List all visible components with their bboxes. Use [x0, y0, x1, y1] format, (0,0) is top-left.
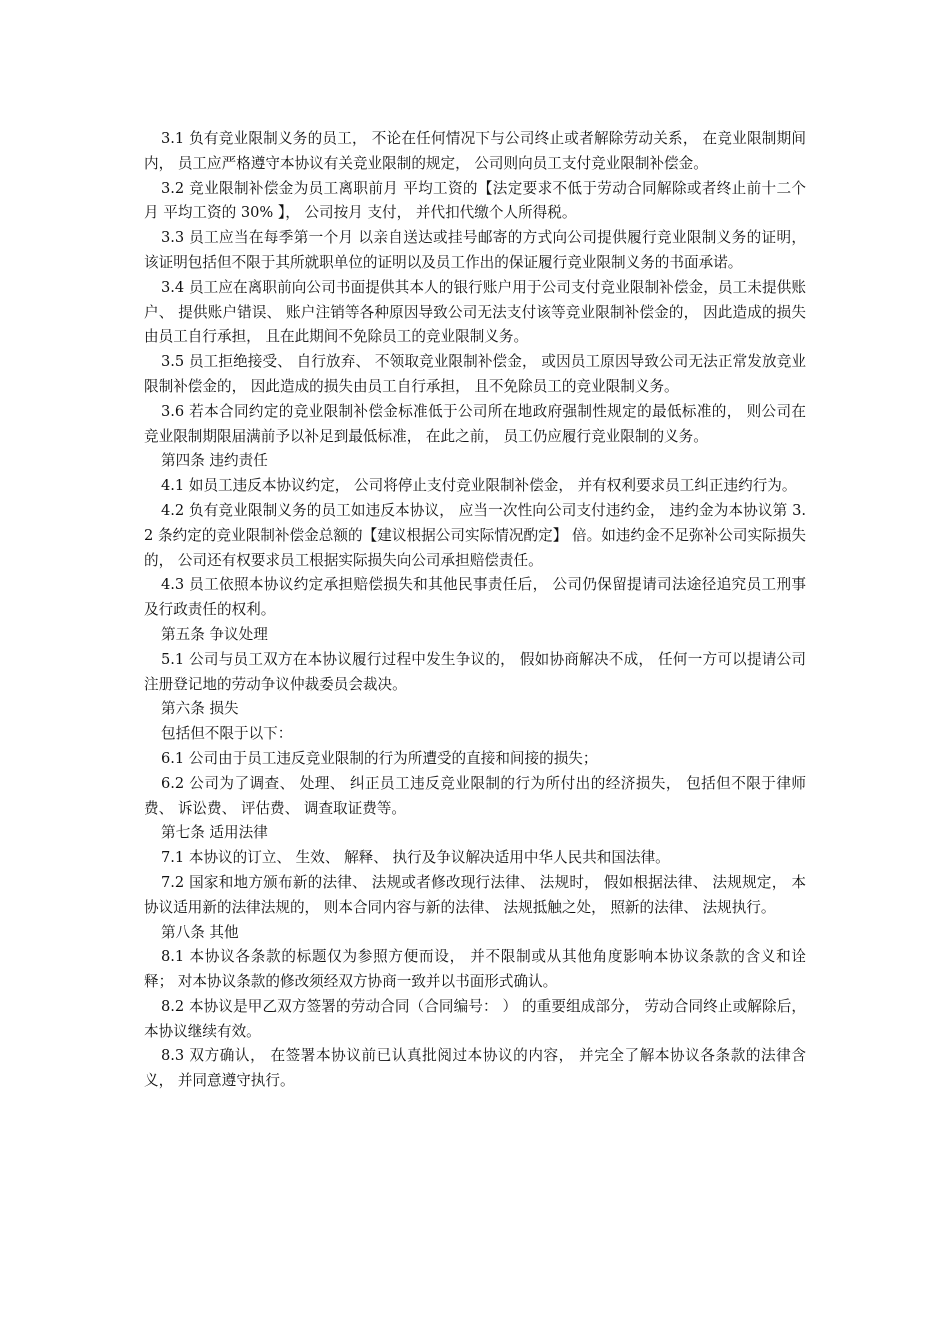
clause-3-3: 3.3 员工应当在每季第一个月 以亲自送达或挂号邮寄的方式向公司提供履行竞业限制义务的证明， 该证明包括但不限于其所就职单位的证明以及员工作出的保证履行竞业限制义务的书面承诺。	[144, 229, 811, 271]
clause-4-1: 4.1 如员工违反本协议约定， 公司将停止支付竞业限制补偿金， 并有权利要求员工纠正违约行为。	[161, 477, 797, 495]
clause-6-2: 6.2 公司为了调查、 处理、 纠正员工违反竞业限制的行为所付出的经济损失， 包括但不限于律师费、 诉讼费、 评估费、 调查取证费等。	[144, 774, 806, 817]
clause-8-2: 8.2 本协议是甲乙双方签署的劳动合同（合同编号： ） 的重要组成部分， 劳动合同终止或解除后， 本协议继续有效。	[144, 997, 811, 1040]
clause-7-2: 7.2 国家和地方颁布新的法律、 法规或者修改现行法律、 法规时， 假如根据法律、 法规规定， 本协议适用新的法律法规的， 则本合同内容与新的法律、 法规抵触之处， 照新的法律、 法规执行。	[144, 873, 806, 916]
article-6-heading: 第六条 损失	[161, 700, 239, 718]
clause-5-1: 5.1 公司与员工双方在本协议履行过程中发生争议的， 假如协商解决不成， 任何一方可以提请公司注册登记地的劳动争议仲裁委员会裁决。	[144, 650, 806, 693]
clause-3-2: 3.2 竞业限制补偿金为员工离职前月 平均工资的【法定要求不低于劳动合同解除或者终止前十二个月 平均工资的 30% 】， 公司按月 支付， 并代扣代缴个人所得税。	[144, 179, 806, 222]
article-5-heading: 第五条 争议处理	[161, 625, 268, 643]
clause-8-3: 8.3 双方确认， 在签署本协议前已认真批阅过本协议的内容， 并完全了解本协议各条款的法律含义， 并同意遵守执行。	[144, 1047, 806, 1090]
clause-7-1: 7.1 本协议的订立、 生效、 解释、 执行及争议解决适用中华人民共和国法律。	[161, 849, 670, 867]
clause-6-1: 6.1 公司由于员工违反竞业限制的行为所遭受的直接和间接的损失；	[161, 749, 598, 767]
document-body	[144, 127, 811, 1094]
article-7-heading: 第七条 适用法律	[161, 824, 268, 842]
clause-3-1: 3.1 负有竞业限制义务的员工， 不论在任何情况下与公司终止或者解除劳动关系， 在竞业限制期间内， 员工应严格遵守本协议有关竞业限制的规定， 公司则向员工支付竞业限制补偿金。	[144, 130, 806, 172]
clause-8-1: 8.1 本协议各条款的标题仅为参照方便而设， 并不限制或从其他角度影响本协议条款的含义和诠释； 对本协议条款的修改须经双方协商一致并以书面形式确认。	[144, 948, 806, 991]
article-4-heading: 第四条 违约责任	[161, 452, 268, 470]
article-8-heading: 第八条 其他	[161, 923, 239, 941]
clause-3-4: 3.4 员工应在离职前向公司书面提供其本人的银行账户用于公司支付竞业限制补偿金，员工未提供账户、 提供账户错误、 账户注销等各种原因导致公司无法支付该等竞业限制补偿金的， 因此造成的损失由员工自行承担， 且在此期间不免除员工的竞业限制义务。	[144, 278, 806, 346]
article-6-intro: 包括但不限于以下：	[161, 725, 293, 743]
clause-3-6: 3.6 若本合同约定的竞业限制补偿金标准低于公司所在地政府强制性规定的最低标准的， 则公司在竞业限制期限届满前予以补足到最低标准， 在此之前， 员工仍应履行竞业限制的义务。	[144, 402, 806, 445]
clause-4-3: 4.3 员工依照本协议约定承担赔偿损失和其他民事责任后， 公司仍保留提请司法途径追究员工刑事及行政责任的权利。	[144, 576, 806, 619]
clause-3-5: 3.5 员工拒绝接受、 自行放弃、 不领取竞业限制补偿金， 或因员工原因导致公司无法正常发放竞业限制补偿金的， 因此造成的损失由员工自行承担， 且不免除员工的竞业限制义务。	[144, 353, 806, 395]
clause-4-2: 4.2 负有竞业限制义务的员工如违反本协议， 应当一次性向公司支付违约金， 违约金为本协议第 3.2 条约定的竞业限制补偿金总额的【建议根据公司实际情况酌定】 倍。如违约金不足弥补公司实际损失的， 公司还有权要求员工根据实际损失向公司承担赔偿责任。	[144, 501, 806, 569]
